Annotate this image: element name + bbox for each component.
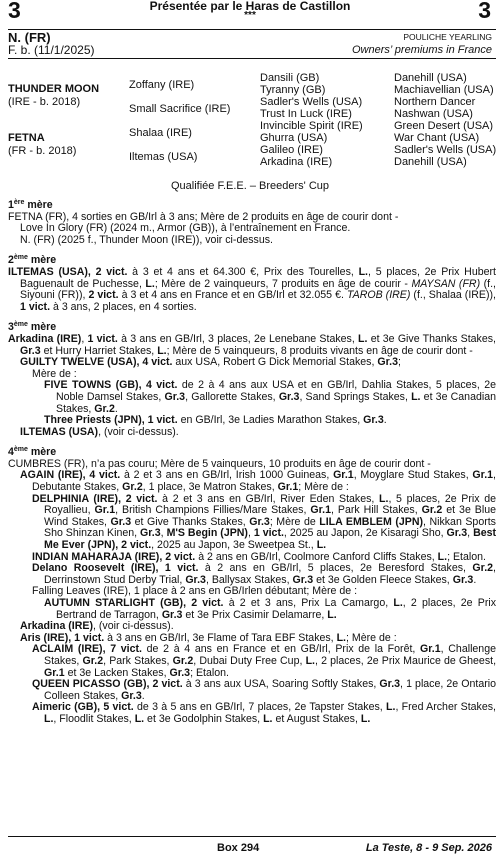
sale-name-date: La Teste, 8 - 9 Sep. 2026 (365, 842, 492, 854)
pedigree-gen2: Shalaa (IRE) (129, 127, 192, 139)
pedigree-gen4: Green Desert (USA) (394, 120, 494, 132)
owners-premiums: Owners’ premiums in France (352, 44, 492, 56)
pedigree-gen4: Nashwan (USA) (394, 108, 473, 120)
pedigree-gen4: Danehill (USA) (394, 72, 467, 84)
pedigree-gen3: Tyranny (GB) (260, 84, 326, 96)
dam-detail: (FR - b. 2018) (8, 145, 77, 157)
produce-line: N. (FR) (2025 f., Thunder Moon (IRE)), voir ci-dessus. (20, 233, 273, 246)
stars: *** (244, 10, 256, 21)
sire-name: THUNDER MOON (8, 83, 100, 95)
pedigree-gen2: Iltemas (USA) (129, 151, 198, 163)
produce-line: DELPHINIA (IRE), 2 vict. à 2 et 3 ans en GB/Irl, River Eden Stakes, L., 5 places, 2e Prix de Royallieu, Gr.1, British Champions Fillies/Mare Stakes, Gr.1, Park Hill Stakes, Gr.2 et 3e Blue Wind Stakes, Gr.3 et Give Thanks Stakes, Gr.3; Mère de LILA EMBLEM (JPN), Nikkan Sports Sho Shinzan Kinen, Gr.3, M'S Begin (JPN), 1 vict., 2025 au Japon, 2e Kisaragi Sho, Gr.3, Best Me Ever (JPN), 2 vict., 2025 au Japon, 3e Sweetpea St., L. (32, 492, 497, 552)
produce-line: INDIAN MAHARAJA (IRE), 2 vict. à 2 ans en GB/Irl, Coolmore Canford Cliffs Stakes, L.; Etalon. (32, 550, 486, 563)
produce-line: Three Priests (JPN), 1 vict. en GB/Irl, 3e Ladies Marathon Stakes, Gr.3. (44, 414, 387, 427)
horse-sex-dob: F. b. (11/1/2025) (8, 43, 95, 57)
sire-detail: (IRE - b. 2018) (8, 96, 81, 108)
footer-rule (8, 836, 496, 837)
produce-line: Delano Roosevelt (IRE), 1 vict. à 2 ans en GB/Irl, 5 places, 2e Beresford Stakes, Gr.2, Derrinstown Stud Derby Trial, Gr.3, Ballysax Stakes, Gr.3 et 3e Golden Fleece Stakes, Gr.3. (32, 562, 496, 586)
pedigree-gen3: Trust In Luck (IRE) (260, 108, 352, 120)
pedigree-gen3: Ghurra (USA) (260, 132, 328, 144)
third-dam-paragraph: Arkadina (IRE), 1 vict. à 3 ans en GB/Irl, 3 places, 2e Lenebane Stakes, L. et 3e Give Thanks Stakes, Gr.3 et Hurry Harriet Stakes, L.; Mère de 5 vainqueurs, 8 produits vivants en âge de courir dont - (8, 332, 496, 357)
dam-name: FETNA (8, 132, 45, 144)
top-rule (8, 29, 496, 30)
produce-line: AGAIN (IRE), 4 vict. à 2 et 3 ans en GB/Irl, Irish 1000 Guineas, Gr.1, Moyglare Stud Stakes, Gr.1, Debutante Stakes, Gr.2, 1 place, 3e Matron Stakes, Gr.1; Mère de : (20, 469, 496, 494)
fourth-dam-paragraph: CUMBRES (FR), n’a pas couru; Mère de 5 vainqueurs, 10 produits en âge de courir dont - (8, 457, 431, 470)
presenter-line: Présentée par le Haras de Castillon (149, 0, 351, 13)
produce-line: Falling Leaves (IRE), 1 place à 2 ans en GB/Irlen débutant; Mère de : (32, 585, 358, 598)
pedigree-gen3: Sadler's Wells (USA) (260, 96, 363, 108)
produce-line: Mère de : (32, 367, 77, 380)
produce-line: Aimeric (GB), 5 vict. de 3 à 5 ans en GB/Irl, 7 places, 2e Tapster Stakes, L., Fred Archer Stakes, L., Floodlit Stakes, L. et 3e Godolphin Stakes, L. et August Stakes, L. (32, 701, 496, 725)
pedigree-gen4: Northern Dancer (394, 96, 476, 108)
pedigree-gen3: Invincible Spirit (IRE) (260, 120, 363, 132)
second-dam-paragraph: ILTEMAS (USA), 2 vict. à 3 et 4 ans et 64.300 €, Prix des Tourelles, L., 5 places, 2e Prix Hubert Baguenault de Puchesse, L.; Mère de 2 vainqueurs, 7 produits en âge de courir - MAYSAN (FR) (f., Siyouni (FR)), 2 vict. à 3 et 4 ans en France et en GB/Irl et 32.055 €. TAROB (IRE) (f., Shalaa (IRE)), 1 vict. à 3 ans, 2 places, en 4 sorties. (8, 265, 496, 313)
produce-line: Aris (IRE), 1 vict. à 3 ans en GB/Irl, 3e Flame of Tara EBF Stakes, L.; Mère de : (20, 631, 397, 644)
produce-line: ACLAIM (IRE), 7 vict. de 2 à 4 ans en France et en GB/Irl, Prix de la Forêt, Gr.1, Challenge Stakes, Gr.2, Park Stakes, Gr.2, Dubai Duty Free Cup, L., 2 places, 2e Prix Maurice de Gheest, Gr.1 et 3e Lacken Stakes, Gr.3; Etalon. (32, 643, 497, 679)
section-heading: 3ème mère (8, 321, 57, 334)
qualification: Qualifiée F.E.E. – Breeders' Cup (170, 180, 329, 192)
dam-paragraph: FETNA (FR), 4 sorties en GB/Irl à 3 ans; Mère de 2 produits en âge de courir dont - (8, 210, 399, 223)
pedigree-gen2: Zoffany (IRE) (129, 79, 195, 91)
produce-line: Arkadina (IRE), (voir ci-dessus). (20, 620, 174, 633)
section-heading: 1ère mère (8, 199, 53, 211)
produce-line: ILTEMAS (USA), (voir ci-dessus). (20, 425, 179, 438)
produce-line: Love In Glory (FR) (2024 m., Armor (GB)), à l’entraînement en France. (20, 222, 351, 235)
pedigree-gen2: Small Sacrifice (IRE) (129, 103, 231, 115)
section-heading: 2ème mère (8, 254, 57, 267)
lot-number-right: 3 (478, 0, 491, 23)
family-notes (8, 200, 496, 726)
pedigree-gen3: Dansili (GB) (260, 72, 320, 84)
box-number: Box 294 (217, 842, 260, 854)
produce-line: FIVE TOWNS (GB), 4 vict. de 2 à 4 ans aux USA et en GB/Irl, Dahlia Stakes, 5 places, 2e Noble Damsel Stakes, Gr.3, Gallorette Stakes, Gr.3, Sand Springs Stakes, L. et 3e Canadian Stakes, Gr.2. (44, 379, 496, 415)
pedigree-gen4: Machiavellian (USA) (394, 84, 494, 96)
pedigree-rule (8, 58, 496, 59)
lot-number-left: 3 (8, 0, 21, 23)
produce-line: QUEEN PICASSO (GB), 2 vict. à 3 ans aux USA, Soaring Softly Stakes, Gr.3, 1 place, 2e Ontario Colleen Stakes, Gr.3. (32, 678, 497, 702)
produce-line: AUTUMN STARLIGHT (GB), 2 vict. à 2 et 3 ans, Prix La Camargo, L., 2 places, 2e Prix Bertrand de Tarragon, Gr.3 et 3e Prix Casimir Delamarre, L. (44, 597, 496, 621)
pedigree-gen4: Sadler's Wells (USA) (394, 144, 497, 156)
produce-line: GUILTY TWELVE (USA), 4 vict. aux USA, Robert G Dick Memorial Stakes, Gr.3; (20, 356, 401, 369)
pedigree-gen4: Danehill (USA) (394, 156, 467, 168)
pedigree-gen3: Arkadina (IRE) (260, 156, 333, 168)
horse-name: N. (FR) (8, 30, 51, 45)
horse-category: POULICHE YEARLING (403, 32, 492, 42)
pedigree-gen3: Galileo (IRE) (260, 144, 323, 156)
pedigree-gen4: War Chant (USA) (394, 132, 480, 144)
section-heading: 4ème mère (8, 446, 57, 459)
